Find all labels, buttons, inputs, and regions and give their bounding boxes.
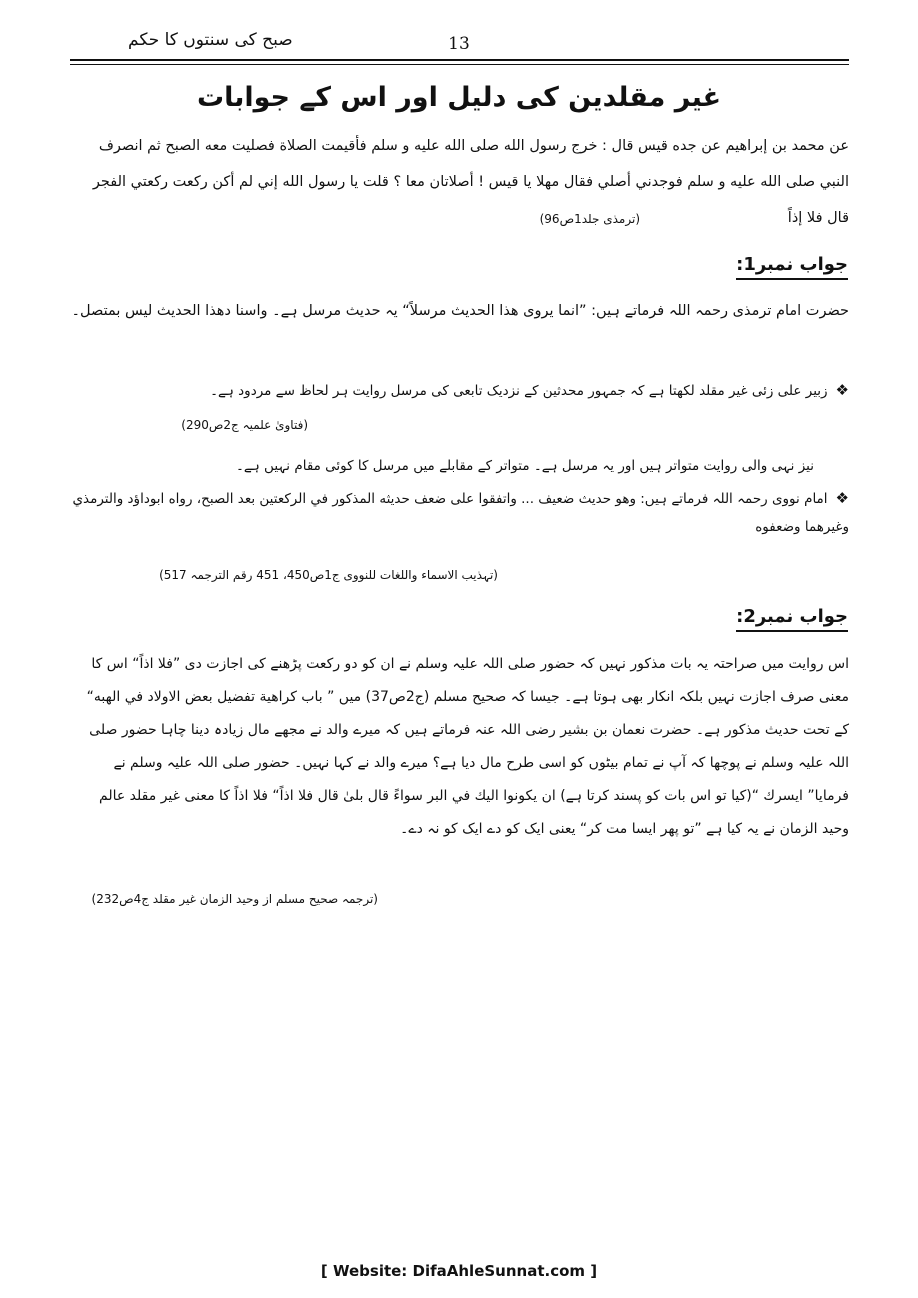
bullet1-text: زبیر علی زئی غیر مقلد لکھتا ہے کہ جمہور محدثین کے نزدیک تابعی کی مرسل روایت ہر لحاظ سے مردود ہے۔ (210, 383, 828, 399)
header-rule (70, 59, 849, 61)
header-rule-thin (70, 64, 849, 65)
bullet-diamond-icon: ❖ (835, 381, 849, 399)
bullet1-followup: نیز نہی والی روایت متواتر ہیں اور یہ مرسل ہے۔ متواتر کے مقابلے میں مرسل کا کوئی مقام نہیں ہے۔ (236, 458, 814, 474)
page-number: 13 (448, 34, 470, 54)
answer2-heading (736, 606, 848, 627)
bullet-item (70, 376, 849, 405)
answer1-heading-text: جواب نمبر1: (736, 254, 848, 280)
answer2-paragraph: اس روایت میں صراحتہ یہ بات مذکور نہیں کہ حضور صلی اللہ علیہ وسلم نے ان کو دو رکعت پڑھنے کی اجازت دی ”فلا اذاً“ اس کا معنی صرف اجازت نہیں بلکہ انکار بھی ہوتا ہے۔ جیسا کہ صحیح مسلم (ج2ص37) میں ” باب كراهية تفضيل بعض الاولاد في الهبه“ کے تحت حدیث مذکور ہے۔ حضرت نعمان بن بشیر رضی اللہ عنہ فرماتے ہیں کہ میرے والد نے مجھے مال زیادہ دینا چاہا حضور صلی اللہ علیہ وسلم نے پوچھا کہ آپ نے تمام بیٹوں کو اسی طرح مال دیا ہے؟ میرے والد نے کہا نہیں۔ حضور صلی اللہ علیہ وسلم نے فرمایا” ايسرك “(کیا تو اس بات کو پسند کرتا ہے) ان يكونوا اليك في البر سواءً قال بلىٰ قال فلا اذاً“ فلا اذاً کا معنی غیر مقلد عالم وحید الزمان نے یہ کیا ہے ”تو پھر ایسا مت کر“ یعنی ایک کو دے ایک کو نہ دے۔ (86, 656, 849, 837)
bullet1-reference: (فتاویٰ علمیہ ج2ص290) (181, 418, 308, 432)
answer1-heading (736, 254, 848, 275)
answer2-reference: (ترجمہ صحیح مسلم از وحید الزمان غیر مقلد ج4ص232) (91, 892, 378, 906)
bullet2-text: امام نووی رحمہ اللہ فرماتے ہیں: وهو حديث ضعيف ... واتفقوا على ضعف حديثه المذكور في الركعتين بعد الصبح، رواه ابوداؤد والترمذي وغيرهما وضعفوه (72, 491, 849, 535)
chapter-title: غیر مقلدین کی دلیل اور اس کے جوابات (196, 82, 722, 113)
bullet-item (70, 484, 849, 541)
hadith-text: عن محمد بن إبراهيم عن جده قيس قال : خرج رسول الله صلى الله عليه و سلم فأقيمت الصلاة فصليت معه الصبح ثم انصرف النبي صلى الله عليه و سلم فوجدني أصلي فقال مهلا يا قيس ! أصلاتان معا ؟ قلت يا رسول الله إني لم أكن ركعت ركعتي الفجر قال فلا إذاً (92, 138, 849, 226)
bullet-diamond-icon: ❖ (835, 489, 849, 507)
running-head-title: صبح کی سنتوں کا حکم (128, 30, 293, 50)
answer1-paragraph: حضرت امام ترمذی رحمہ اللہ فرماتے ہیں: ”انما يروى هذا الحديث مرسلاً“ یہ حدیث مرسل ہے۔ واسنا دهذا الحديث ليس بمتصل۔ (71, 303, 849, 319)
hadith-reference: (ترمذی جلد1ص96) (539, 212, 640, 226)
website-footer: [ Website: DifaAhleSunnat.com ] (320, 1262, 598, 1280)
answer2-heading-text: جواب نمبر2: (736, 606, 848, 632)
bullet2-reference: (تہذیب الاسماء واللغات للنووی ج1ص450، 451 رقم الترجمہ 517) (159, 568, 498, 582)
